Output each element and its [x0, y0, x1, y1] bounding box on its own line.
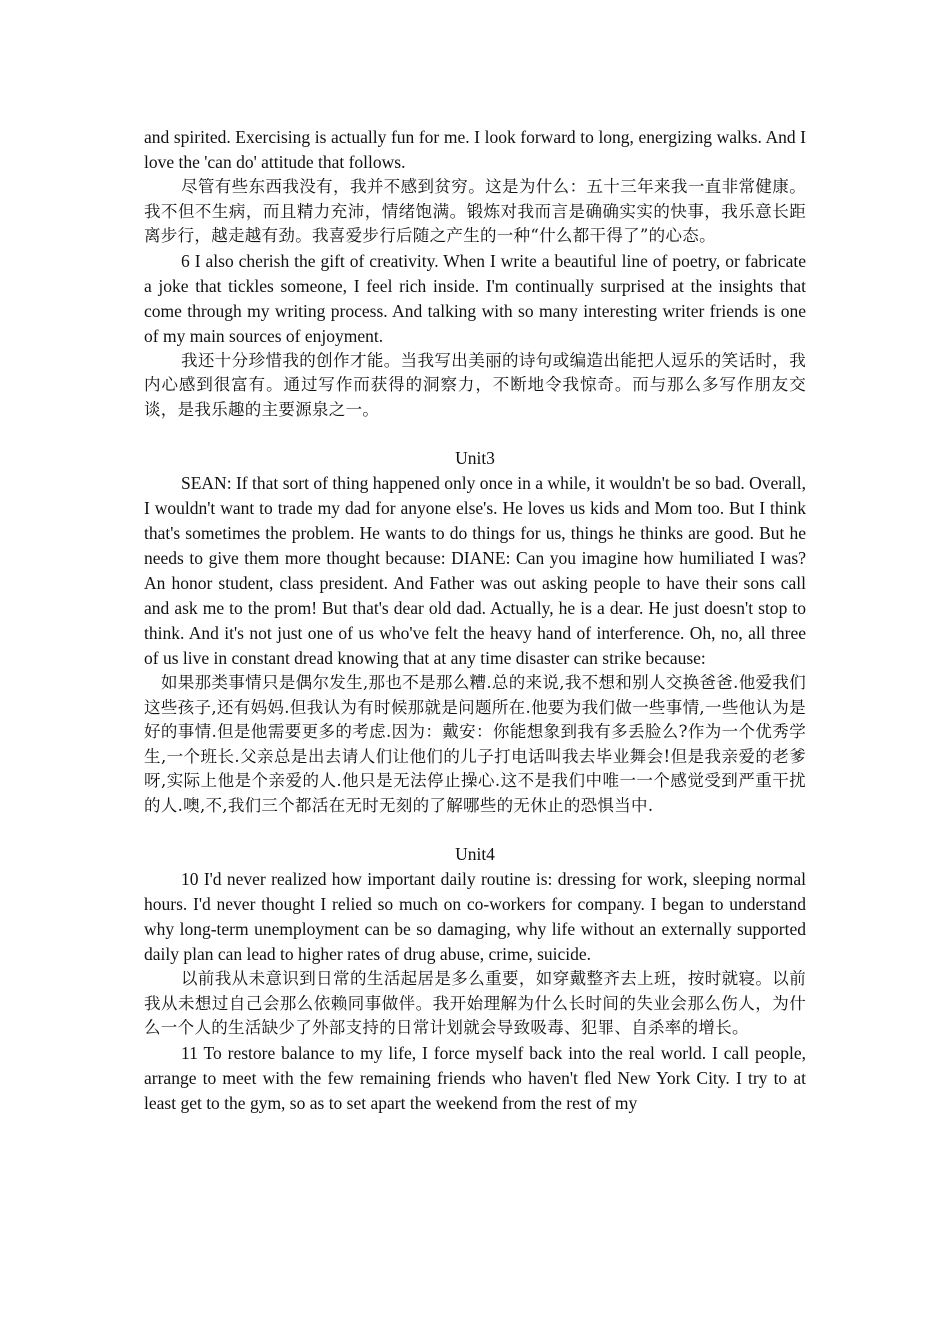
section-gap: [144, 422, 806, 446]
paragraph-zh: 我还十分珍惜我的创作才能。当我写出美丽的诗句或编造出能把人逗乐的笑话时，我内心感到很富有。通过写作而获得的洞察力，不断地令我惊奇。而与那么多写作朋友交谈，是我乐趣的主要源泉之一。: [144, 350, 806, 419]
document-body: [144, 125, 806, 1116]
paragraph-en: and spirited. Exercising is actually fun for me. I look forward to long, energizing walks. And I love the 'can do' attitude that follows.: [144, 127, 806, 172]
paragraph-en: SEAN: If that sort of thing happened only once in a while, it wouldn't be so bad. Overall, I wouldn't want to trade my dad for anyone else's. He loves us kids and Mom too. But I think that's sometimes the problem. He wants to do things for us, things he thinks are good. But he needs to give them more thought because: DIANE: Can you imagine how humiliated I was? An honor student, class president. And Father was out asking people to have their sons call and ask me to the prom! But that's dear old dad. Actually, he is a dear. He just doesn't stop to think. And it's not just one of us who've felt the heavy hand of interference. Oh, no, all three of us live in constant dread knowing that at any time disaster can strike because:: [144, 473, 806, 668]
paragraph-en: 11 To restore balance to my life, I force myself back into the real world. I call people, arrange to meet with the few remaining friends who haven't fled New York City. I try to at least get to the gym, so as to set apart the weekend from the rest of my: [144, 1042, 806, 1113]
section-heading-unit3: Unit3: [455, 448, 495, 468]
paragraph-zh: 以前我从未意识到日常的生活起居是多么重要，如穿戴整齐去上班，按时就寝。以前我从未想过自己会那么依赖同事做伴。我开始理解为什么长时间的失业会那么伤人，为什么一个人的生活缺少了外部支持的日常计划就会导致吸毒、犯罪、自杀率的增长。: [144, 969, 806, 1037]
paragraph-en: 10 I'd never realized how important daily routine is: dressing for work, sleeping normal hours. I'd never thought I relied so much on co-workers for company. I began to understand why long-term unemployment can be so damaging, why life without an externally supported daily plan can lead to higher rates of drug abuse, crime, suicide.: [144, 869, 806, 964]
section-gap: [144, 818, 806, 842]
paragraph-zh: 如果那类事情只是偶尔发生,那也不是那么糟.总的来说,我不想和别人交换爸爸.他爱我们这些孩子,还有妈妈.但我认为有时候那就是问题所在.他要为我们做一些事情,一些他认为是好的事情.但是他需要更多的考虑.因为：戴安：你能想象到我有多丢脸么?作为一个优秀学生,一个班长.父亲总是出去请人们让他们的儿子打电话叫我去毕业舞会!但是我亲爱的老爹呀,实际上他是个亲爱的人.他只是无法停止操心.这不是我们中唯一一个感觉受到严重干扰的人.噢,不,我们三个都活在无时无刻的了解哪些的无休止的恐惧当中.: [144, 673, 806, 815]
paragraph-zh: 尽管有些东西我没有，我并不感到贫穷。这是为什么：五十三年来我一直非常健康。我不但不生病，而且精力充沛，情绪饱满。锻炼对我而言是确确实实的快事，我乐意长距离步行，越走越有劲。我喜爱步行后随之产生的一种“什么都干得了”的心态。: [144, 177, 806, 245]
section-heading-unit4: Unit4: [455, 844, 495, 864]
paragraph-en: 6 I also cherish the gift of creativity. When I write a beautiful line of poetry, or fabricate a joke that tickles someone, I feel rich inside. I'm continually surprised at the insights that come through my writing process. And talking with so many interesting writer friends is one of my main sources of enjoyment.: [144, 250, 806, 346]
